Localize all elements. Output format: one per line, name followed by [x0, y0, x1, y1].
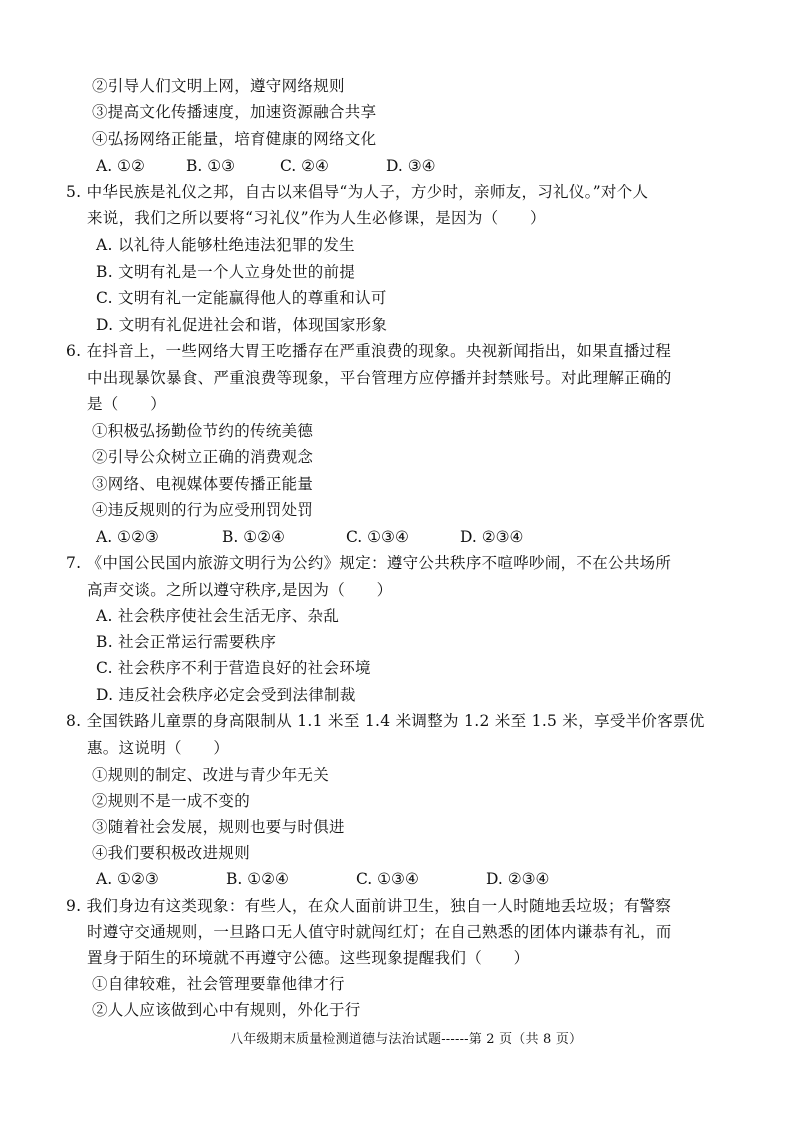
q8-option-c: C. ①③④	[356, 870, 419, 888]
q4-statement-4: ④弘扬网络正能量，培育健康的网络文化	[92, 130, 377, 148]
q4-option-c: C. ②④	[280, 157, 329, 175]
q6-option-d: D. ②③④	[460, 528, 524, 546]
q8-statement-2: ②规则不是一成不变的	[92, 792, 251, 810]
q9-statement-2: ②人人应该做到心中有规则，外化于行	[92, 1001, 361, 1019]
q5-option-d: D. 文明有礼促进社会和谐，体现国家形象	[96, 316, 388, 334]
q4-option-a: A. ①②	[96, 157, 145, 175]
q5-stem-line-1: 5. 中华民族是礼仪之邦，自古以来倡导“为人子，方少时，亲师友，习礼仪。”对个人	[66, 183, 649, 201]
q5-option-a: A. 以礼待人能够杜绝违法犯罪的发生	[96, 236, 355, 254]
q6-statement-1: ①积极弘扬勤俭节约的传统美德	[92, 422, 314, 440]
q5-option-c: C. 文明有礼一定能赢得他人的尊重和认可	[96, 289, 387, 307]
q7-option-d: D. 违反社会秩序必定会受到法律制裁	[96, 686, 356, 704]
q5-stem-line-2: 来说，我们之所以要将“习礼仪”作为人生必修课，是因为（ ）	[87, 209, 546, 227]
q4-option-b: B. ①③	[186, 157, 236, 175]
q9-stem-line-2: 时遵守交通规则，一旦路口无人值守时就闯红灯；在自己熟悉的团体内谦恭有礼，而	[87, 923, 672, 941]
q6-stem-line-3: 是（ ）	[87, 395, 167, 413]
q6-option-b: B. ①②④	[222, 528, 285, 546]
q8-stem-line-1: 8. 全国铁路儿童票的身高限制从 1.1 米至 1.4 米调整为 1.2 米至 1.5 米，享受半价客票优	[66, 712, 705, 730]
q8-statement-4: ④我们要积极改进规则	[92, 844, 251, 862]
q8-option-a: A. ①②③	[96, 870, 159, 888]
q7-option-a: A. 社会秩序使社会生活无序、杂乱	[96, 607, 340, 625]
q6-option-c: C. ①③④	[346, 528, 409, 546]
q4-option-d: D. ③④	[386, 157, 436, 175]
q6-statement-2: ②引导公众树立正确的消费观念	[92, 448, 314, 466]
q7-stem-line-1: 7. 《中国公民国内旅游文明行为公约》规定：遵守公共秩序不喧哗吵闹，不在公共场所	[66, 554, 672, 572]
q5-option-b: B. 文明有礼是一个人立身处世的前提	[96, 263, 356, 281]
q9-statement-1: ①自律较难，社会管理要靠他律才行	[92, 975, 345, 993]
q8-statement-3: ③随着社会发展，规则也要与时俱进	[92, 818, 345, 836]
q6-option-a: A. ①②③	[96, 528, 159, 546]
q4-statement-2: ②引导人们文明上网，遵守网络规则	[92, 77, 345, 95]
page-footer: 八年级期末质量检测道德与法治试题------第 2 页（共 8 页）	[230, 1032, 583, 1047]
q4-statement-3: ③提高文化传播速度，加速资源融合共享	[92, 103, 377, 121]
q6-stem-line-1: 6. 在抖音上，一些网络大胃王吃播存在严重浪费的现象。央视新闻指出，如果直播过程	[66, 342, 672, 360]
q6-statement-4: ④违反规则的行为应受刑罚处罚	[92, 501, 314, 519]
q8-statement-1: ①规则的制定、改进与青少年无关	[92, 766, 330, 784]
q9-stem-line-3: 置身于陌生的环境就不再遵守公德。这些现象提醒我们（ ）	[87, 949, 530, 967]
q8-stem-line-2: 惠。这说明（ ）	[87, 739, 230, 757]
q7-stem-line-2: 高声交谈。之所以遵守秩序,是因为（ ）	[87, 581, 393, 599]
q7-option-b: B. 社会正常运行需要秩序	[96, 633, 277, 651]
q6-stem-line-2: 中出现暴饮暴食、严重浪费等现象，平台管理方应停播并封禁账号。对此理解正确的	[87, 369, 672, 387]
q7-option-c: C. 社会秩序不利于营造良好的社会环境	[96, 659, 371, 677]
q6-statement-3: ③网络、电视媒体要传播正能量	[92, 475, 314, 493]
q9-stem-line-1: 9. 我们身边有这类现象：有些人，在众人面前讲卫生，独自一人时随地丢垃圾；有警察	[66, 897, 672, 915]
q8-option-d: D. ②③④	[486, 870, 550, 888]
q8-option-b: B. ①②④	[226, 870, 289, 888]
